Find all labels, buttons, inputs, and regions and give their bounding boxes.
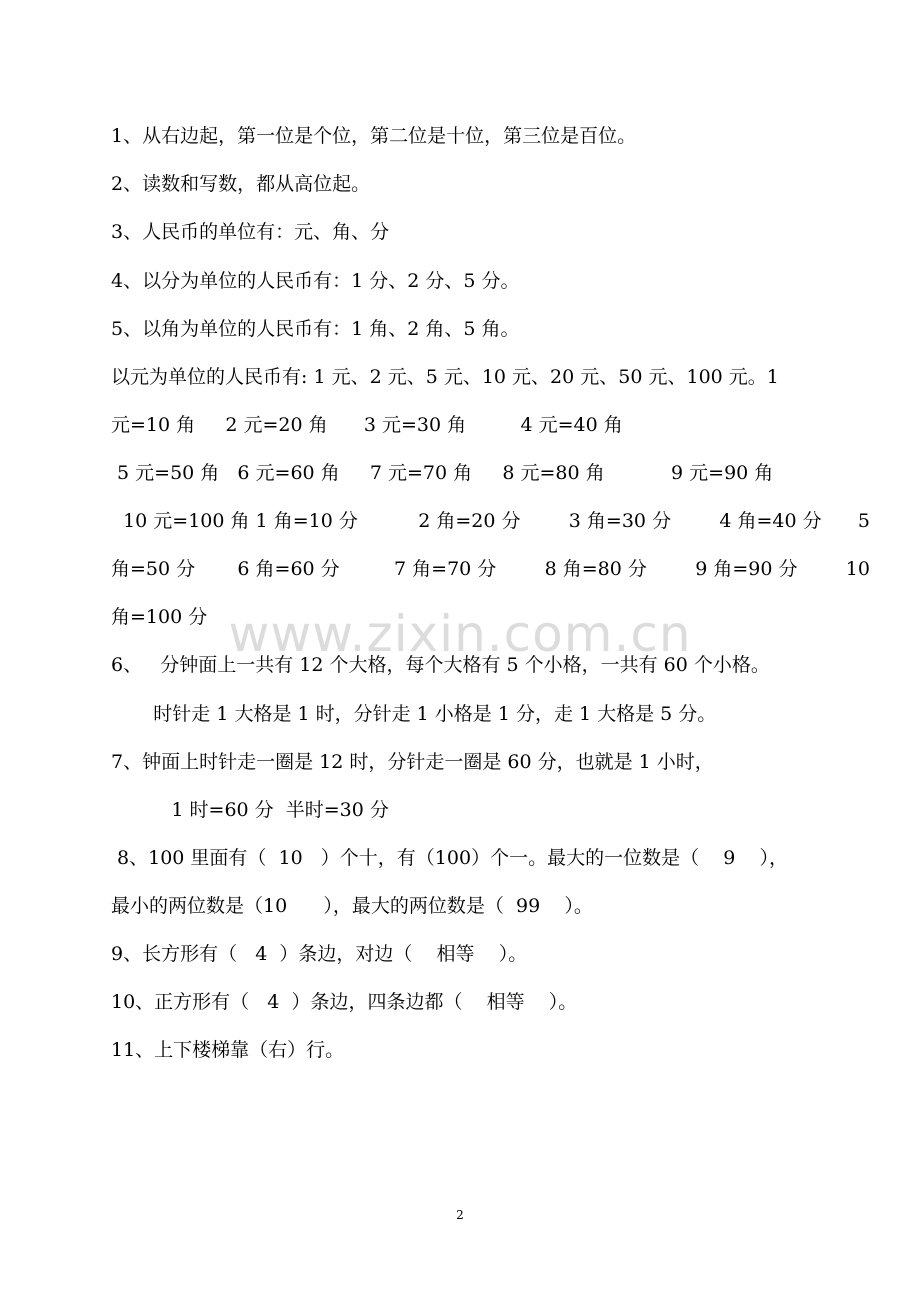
text-line-13: 时针走 1 大格是 1 时，分针走 1 小格是 1 分，走 1 大格是 5 分。 xyxy=(111,703,717,725)
text-line-6: 以元为单位的人民币有: 1 元、2 元、5 元、10 元、20 元、50 元、100 元。1 xyxy=(111,366,779,388)
text-line-1: 1、从右边起，第一位是个位，第二位是十位，第三位是百位。 xyxy=(111,125,637,147)
text-line-19: 10、正方形有（ 4 ）条边，四条边都（ 相等 ）。 xyxy=(111,991,578,1013)
text-line-5: 5、以角为单位的人民币有：1 角、2 角、5 角。 xyxy=(111,318,520,340)
text-line-7: 元=10 角 2 元=20 角 3 元=30 角 4 元=40 角 xyxy=(111,414,623,436)
text-line-14: 7、钟面上时针走一圈是 12 时，分针走一圈是 60 分，也就是 1 小时， xyxy=(111,751,714,773)
text-line-11: 角=100 分 xyxy=(111,606,208,628)
text-line-12: 6、 分钟面上一共有 12 个大格，每个大格有 5 个小格，一共有 60 个小格。 xyxy=(111,654,770,676)
text-line-20: 11、上下楼梯靠（右）行。 xyxy=(111,1039,345,1061)
watermark: www.zixin.com.cn xyxy=(228,605,692,663)
page-number: 2 xyxy=(456,1208,464,1222)
text-line-8: 5 元=50 角 6 元=60 角 7 元=70 角 8 元=80 角 9 元=90 角 xyxy=(111,462,774,484)
text-line-16: 8、100 里面有（ 10 ）个十，有（100）个一。最大的一位数是（ 9 ）， xyxy=(111,847,788,869)
text-line-10: 角=50 分 6 角=60 分 7 角=70 分 8 角=80 分 9 角=90 分 10 xyxy=(111,558,870,580)
text-line-3: 3、人民币的单位有：元、角、分 xyxy=(111,221,390,243)
text-line-9: 10 元=100 角 1 角=10 分 2 角=20 分 3 角=30 分 4 角=40 分 5 xyxy=(111,510,870,532)
text-line-18: 9、长方形有（ 4 ）条边，对边（ 相等 ）。 xyxy=(111,943,528,965)
text-line-17: 最小的两位数是（10 ），最大的两位数是（ 99 ）。 xyxy=(111,895,593,917)
text-line-15: 1 时=60 分 半时=30 分 xyxy=(111,799,389,821)
text-line-2: 2、读数和写数，都从高位起。 xyxy=(111,173,371,195)
text-line-4: 4、以分为单位的人民币有：1 分、2 分、5 分。 xyxy=(111,270,520,292)
